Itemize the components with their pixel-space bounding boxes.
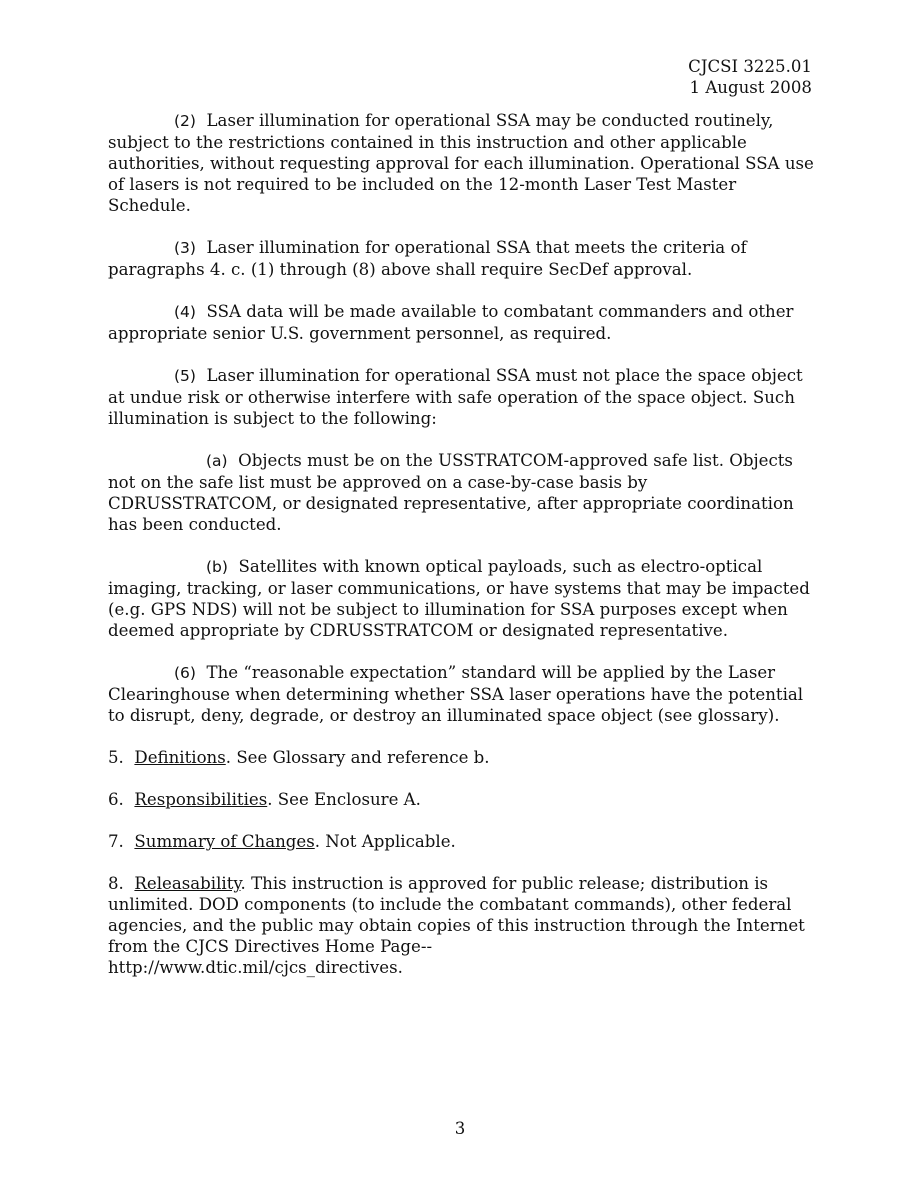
paragraph-text: Laser illumination for operational SSA may be conducted routinely, subject to the restrictions contained in this instruction and other applicable authorities, without requesting approval for each illumination. Operational SSA use of lasers is not required to be included on the 12-month Laser Test Master Schedule. — [108, 111, 814, 215]
paragraph-text: Satellites with known optical payloads, such as electro-optical imaging, tracking, or laser communications, or have systems that may be impacted (e.g. GPS NDS) will not be subject to illumination for SSA purposes except when deemed appropriate by CDRUSSTRATCOM or designated representative. — [108, 557, 810, 640]
section-number: 6. — [108, 790, 124, 809]
section-7-summary-of-changes — [108, 831, 820, 852]
document-date: 1 August 2008 — [689, 78, 812, 97]
document-body — [108, 110, 820, 999]
page-number: 3 — [454, 1119, 466, 1138]
subparagraph-5b — [108, 556, 820, 641]
paragraph-3 — [108, 237, 820, 280]
paragraph-text: Laser illumination for operational SSA must not place the space object at undue risk or otherwise interfere with safe operation of the space object. Such illumination is subject to the following: — [108, 366, 803, 428]
directives-url: http://www.dtic.mil/cjcs_directives. — [108, 958, 403, 977]
document-id: CJCSI 3225.01 — [688, 57, 812, 76]
paragraph-label: (4) — [174, 303, 196, 321]
section-text: . See Glossary and reference b. — [225, 748, 490, 767]
paragraph-label: (b) — [206, 558, 228, 576]
section-text: . See Enclosure A. — [267, 790, 421, 809]
paragraph-2 — [108, 110, 820, 216]
paragraph-label: (a) — [206, 452, 228, 470]
paragraph-6 — [108, 662, 820, 726]
section-text: . Not Applicable. — [314, 832, 456, 851]
section-title: Releasability — [134, 874, 241, 893]
section-6-responsibilities — [108, 789, 820, 810]
paragraph-text: The “reasonable expectation” standard will be applied by the Laser Clearinghouse when determining whether SSA laser operations have the potential to disrupt, deny, degrade, or destroy an illuminated space object (see glossary). — [108, 663, 804, 725]
section-title: Definitions — [134, 748, 226, 767]
section-number: 8. — [108, 874, 124, 893]
paragraph-text: Objects must be on the USSTRATCOM-approved safe list. Objects not on the safe list must be approved on a case-by-case basis by CDRUSSTRATCOM, or designated representative, after appropriate coordination has been conducted. — [108, 451, 794, 534]
section-text: . This instruction is approved for public release; distribution is unlimited. DOD components (to include the combatant commands), other federal agencies, and the public may obtain copies of this instruction through the Internet from the CJCS Directives Home Page-- — [108, 874, 805, 956]
section-title: Responsibilities — [134, 790, 268, 809]
paragraph-text: SSA data will be made available to combatant commanders and other appropriate senior U.S. government personnel, as required. — [108, 302, 794, 343]
paragraph-label: (5) — [174, 367, 196, 385]
section-title: Summary of Changes — [134, 832, 315, 851]
section-8-releasability — [108, 873, 820, 978]
paragraph-label: (3) — [174, 239, 196, 257]
paragraph-text: Laser illumination for operational SSA that meets the criteria of paragraphs 4. c. (1) through (8) above shall require SecDef approval. — [108, 238, 747, 279]
paragraph-4 — [108, 301, 820, 344]
subparagraph-5a — [108, 450, 820, 535]
section-number: 7. — [108, 832, 124, 851]
section-5-definitions — [108, 747, 820, 768]
paragraph-label: (6) — [174, 664, 196, 682]
document-header — [688, 56, 812, 98]
section-number: 5. — [108, 748, 124, 767]
paragraph-5 — [108, 365, 820, 429]
paragraph-label: (2) — [174, 112, 196, 130]
